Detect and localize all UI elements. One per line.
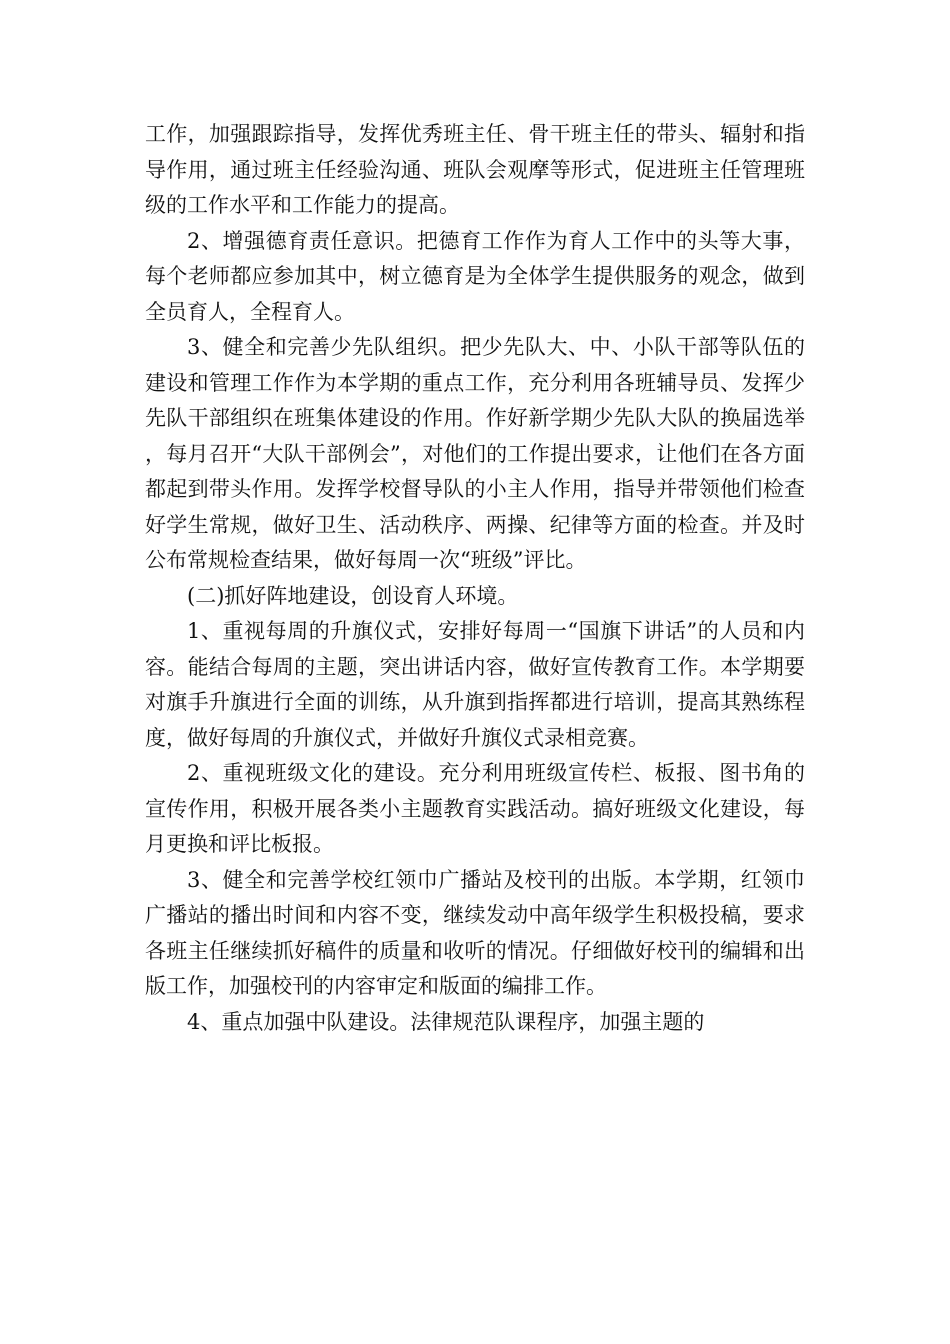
paragraph-broadcast-station: 3、健全和完善学校红领巾广播站及校刊的出版。本学期，红领巾广播站的播出时间和内容不变，继续发动中高年级学生积极投稿，要求各班主任继续抓好稿件的质量和收听的情况。仔细做好校刊的编辑和出版工作，加强校刊的内容审定和版面的编排工作。 <box>145 867 805 998</box>
paragraph-continuation: 工作，加强跟踪指导，发挥优秀班主任、骨干班主任的带头、辐射和指导作用，通过班主任经验沟通、班队会观摩等形式，促进班主任管理班级的工作水平和工作能力的提高。 <box>145 122 805 217</box>
paragraph-moral-education-responsibility: 2、增强德育责任意识。把德育工作作为育人工作中的头等大事，每个老师都应参加其中，树立德育是为全体学生提供服务的观念，做到全员育人，全程育人。 <box>145 228 805 324</box>
document-body <box>145 117 805 1040</box>
paragraph-class-culture: 2、重视班级文化的建设。充分利用班级宣传栏、板报、图书角的宣传作用，积极开展各类小主题教育实践活动。搞好班级文化建设，每月更换和评比板报。 <box>145 761 805 856</box>
section-heading-positions: (二)抓好阵地建设，创设育人环境。 <box>187 583 519 608</box>
paragraph-flag-ceremony: 1、重视每周的升旗仪式，安排好每周一“国旗下讲话”的人员和内容。能结合每周的主题，突出讲话内容，做好宣传教育工作。本学期要对旗手升旗进行全面的训练，从升旗到指挥都进行培训，提高其熟练程度，做好每周的升旗仪式，并做好升旗仪式录相竞赛。 <box>145 619 805 750</box>
paragraph-squadron-building: 4、重点加强中队建设。法律规范队课程序，加强主题的 <box>187 1009 705 1034</box>
paragraph-young-pioneers-organization: 3、健全和完善少先队组织。把少先队大、中、小队干部等队伍的建设和管理工作作为本学期的重点工作，充分利用各班辅导员、发挥少先队干部组织在班集体建设的作用。作好新学期少先队大队的换届选举，每月召开“大队干部例会”，对他们的工作提出要求，让他们在各方面都起到带头作用。发挥学校督导队的小主人作用，指导并带领他们检查好学生常规，做好卫生、活动秩序、两操、纪律等方面的检查。并及时公布常规检查结果，做好每周一次“班级”评比。 <box>145 335 805 572</box>
